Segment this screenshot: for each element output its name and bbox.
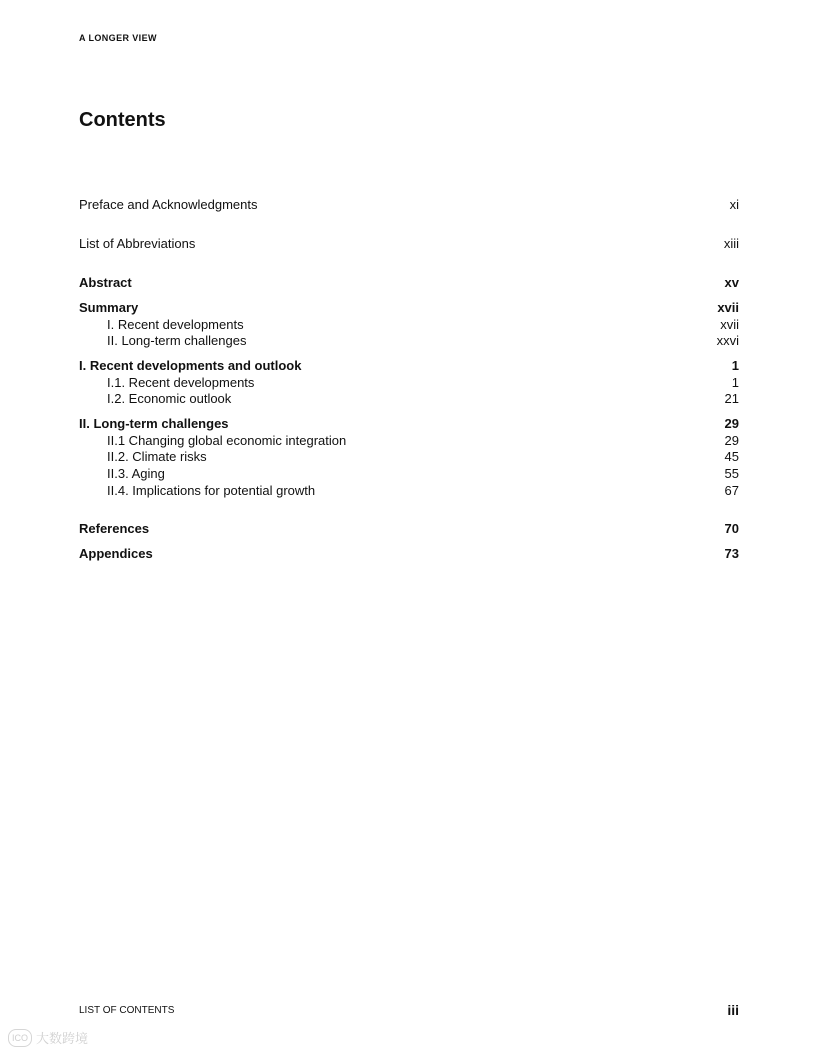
toc-entry-page: 45: [724, 449, 739, 465]
toc-entry-page: 1: [731, 358, 739, 374]
toc-entry-page: xv: [724, 274, 739, 290]
toc-entry-title: II.3. Aging: [107, 466, 165, 482]
toc-entry-long-term-challenges[interactable]: [79, 416, 739, 433]
page-title: Contents: [79, 109, 166, 131]
watermark-text: 大数跨境: [36, 1031, 89, 1046]
toc-entry-page: xvii: [720, 316, 739, 332]
toc-entry-title: II.2. Climate risks: [107, 449, 207, 465]
running-header: A LONGER VIEW: [79, 33, 157, 43]
toc-entry-title: List of Abbreviations: [79, 235, 196, 251]
toc-subentry-i2-economic-outlook[interactable]: [79, 391, 739, 408]
toc-entry-page: 70: [724, 520, 739, 536]
toc-entry-title: Appendices: [79, 545, 153, 561]
toc-entry-title: Preface and Acknowledgments: [79, 197, 258, 212]
toc-entry-page: 29: [724, 432, 739, 448]
toc-subentry-summary-long-term-challenges[interactable]: [79, 333, 739, 350]
toc-entry-title: II.1 Changing global economic integration: [107, 432, 347, 448]
toc-entry-page: xvii: [717, 299, 739, 315]
toc-entry-title: II.4. Implications for potential growth: [107, 482, 316, 498]
toc-entry-page: 55: [724, 466, 739, 482]
toc-entry-recent-developments-outlook[interactable]: [79, 358, 739, 375]
toc-entry-title: Summary: [79, 299, 139, 315]
toc-entry-appendices[interactable]: [79, 546, 739, 563]
toc-subentry-summary-recent-developments[interactable]: [79, 317, 739, 334]
toc-subentry-ii3-aging[interactable]: [79, 466, 739, 483]
toc-entry-abstract[interactable]: [79, 275, 739, 292]
toc-subentry-i1-recent-developments[interactable]: [79, 375, 739, 392]
watermark: [8, 1028, 88, 1047]
toc-subentry-ii4-potential-growth[interactable]: [79, 483, 739, 500]
footer-page-number: iii: [727, 1002, 739, 1018]
toc-entry-page: 73: [724, 545, 739, 561]
table-of-contents: [79, 197, 739, 562]
toc-entry-page: 29: [724, 416, 739, 432]
toc-entry-title: I.1. Recent developments: [107, 374, 255, 390]
watermark-logo: ICO: [8, 1029, 32, 1047]
toc-entry-title: I. Recent developments and outlook: [79, 358, 302, 374]
toc-entry-summary[interactable]: [79, 300, 739, 317]
toc-entry-page: xi: [729, 197, 739, 212]
toc-entry-title: II. Long-term challenges: [107, 333, 247, 349]
toc-entry-title: References: [79, 520, 150, 536]
toc-entry-page: 67: [724, 482, 739, 498]
toc-subentry-ii1-global-integration[interactable]: [79, 433, 739, 450]
toc-entry-title: I. Recent developments: [107, 316, 244, 332]
toc-subentry-ii2-climate-risks[interactable]: [79, 449, 739, 466]
toc-entry-title: I.2. Economic outlook: [107, 391, 232, 407]
toc-entry-references[interactable]: [79, 521, 739, 538]
toc-entry-title: II. Long-term challenges: [79, 416, 229, 432]
toc-entry-abbreviations[interactable]: [79, 236, 739, 253]
toc-entry-page: xiii: [723, 235, 739, 251]
toc-entry-title: Abstract: [79, 274, 132, 290]
toc-entry-preface[interactable]: [79, 197, 739, 214]
toc-entry-page: 1: [731, 374, 739, 390]
toc-entry-page: xxvi: [716, 333, 739, 349]
toc-entry-page: 21: [724, 391, 739, 407]
footer-section-label: LIST OF CONTENTS: [79, 1005, 175, 1016]
